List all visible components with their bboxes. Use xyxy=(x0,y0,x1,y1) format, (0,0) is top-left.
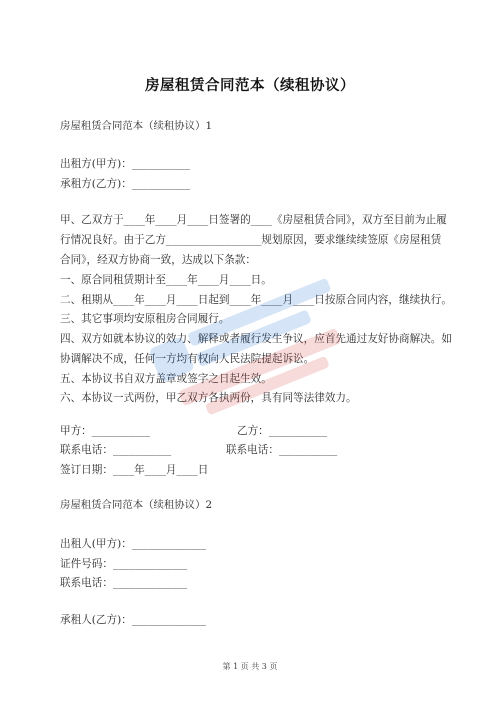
party-a-signature: 甲方：___________ xyxy=(60,425,151,437)
lessor-2-line: 出租人(甲方)：______________ xyxy=(60,538,206,550)
id-number-line: 证件号码：______________ xyxy=(60,558,188,570)
clause-5: 五、本协议书自双方盖章或签字之日起生效。 xyxy=(60,373,272,385)
page-footer: 第 1 页 共 3 页 xyxy=(222,662,278,671)
paragraph-1-line-2: 行情况良好。由于乙方__________________规划原因，要求继续续签原《房屋租赁 xyxy=(60,234,442,246)
clause-2: 二、租期从____年____月____日起到____年____月____日按原合同内容，继续执行。 xyxy=(60,294,452,306)
clause-4-line-1: 四、双方如就本协议的效力、解释或者履行发生争议，应首先通过友好协商解决。如 xyxy=(60,333,452,345)
section1-heading: 房屋租赁合同范本（续租协议）1 xyxy=(60,120,213,132)
party-b-phone: 联系电话：___________ xyxy=(226,444,338,456)
clause-4-line-2: 协调解决不成，任何一方均有权向人民法院提起诉讼。 xyxy=(60,353,315,365)
clause-3: 三、其它事项均安原租房合同履行。 xyxy=(60,313,230,325)
party-b-signature: 乙方：___________ xyxy=(237,425,328,437)
paragraph-1-line-3: 合同》，经双方协商一致，达成以下条款： xyxy=(60,254,256,266)
clause-1: 一、原合同租赁期计至____年____月____日。 xyxy=(60,274,272,286)
party-a-phone: 联系电话：___________ xyxy=(60,444,172,456)
clause-6: 六、本协议一式两份，甲乙双方各执两份，具有同等法律效力。 xyxy=(60,392,357,404)
lessee-line: 承租方(乙方)：___________ xyxy=(60,178,191,190)
section2-heading: 房屋租赁合同范本（续租协议）2 xyxy=(60,499,213,511)
lessor-line: 出租方(甲方)：___________ xyxy=(60,158,191,170)
signing-date: 签订日期：____年____月____日 xyxy=(60,464,209,476)
document-title: 房屋租赁合同范本（续租协议） xyxy=(145,78,355,94)
phone-2-line: 联系电话：______________ xyxy=(60,577,188,589)
paragraph-1-line-1: 甲、乙双方于____年____月____日签署的____《房屋租赁合同》，双方至目前为止履 xyxy=(60,214,447,226)
lessee-2-line: 承租人(乙方)：______________ xyxy=(60,614,206,626)
